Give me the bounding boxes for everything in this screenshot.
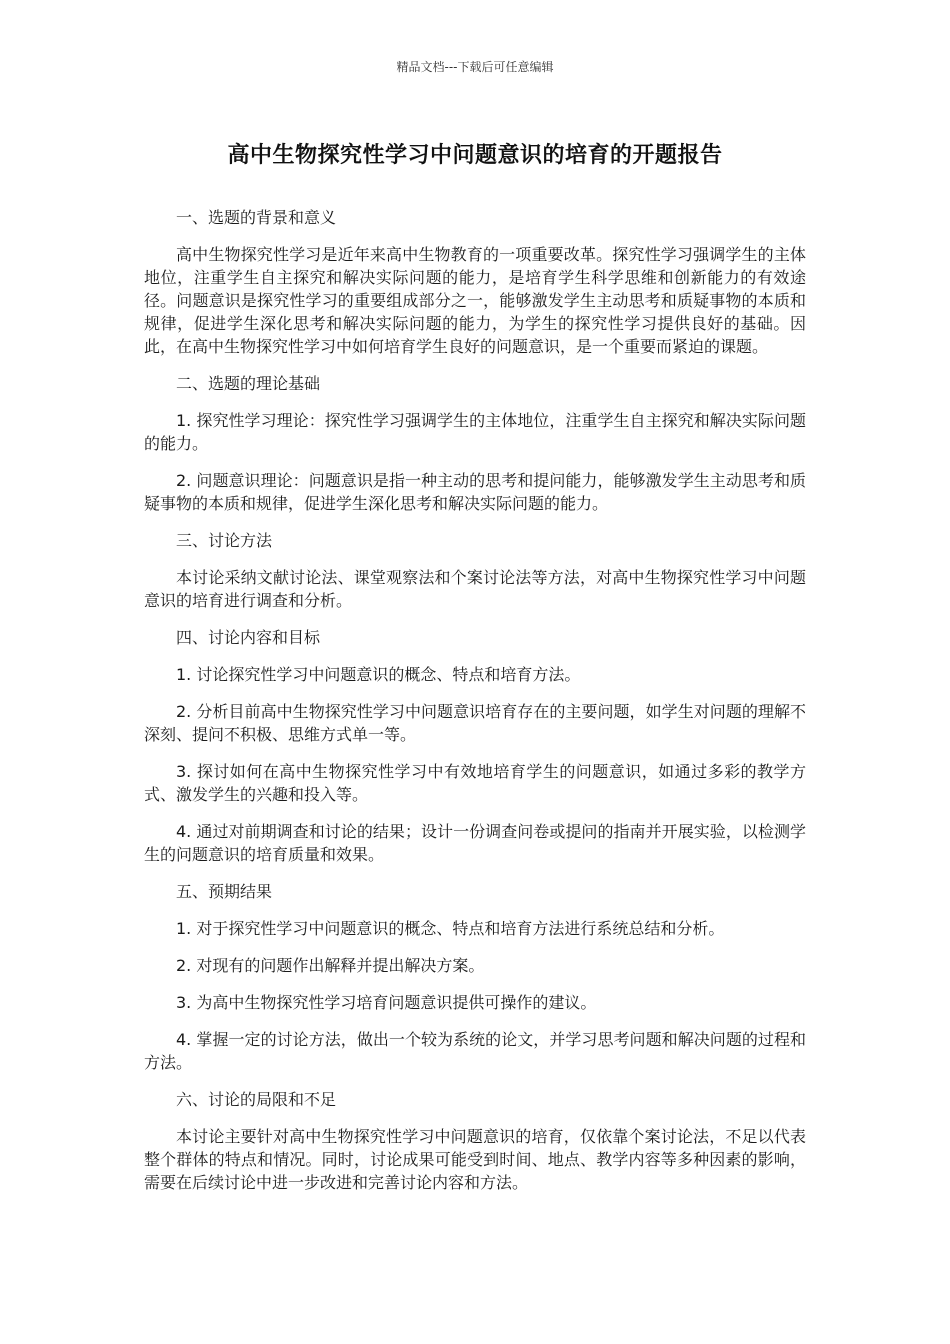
section-heading-method: 三、讨论方法 (176, 531, 273, 550)
paragraph-background: 高中生物探究性学习是近年来高中生物教育的一项重要改革。探究性学习强调学生的主体地位，注重学生自主探究和解决实际问题的能力，是培育学生科学思维和创新能力的有效途径。问题意识是探究性学习的重要组成部分之一，能够激发学生主动思考和质疑事物的本质和规律，促进学生深化思考和解决实际问题的能力，为学生的探究性学习提供良好的基础。因此，在高中生物探究性学习中如何培育学生良好的问题意识，是一个重要而紧迫的课题。 (144, 245, 806, 356)
paragraph-content-3: 3. 探讨如何在高中生物探究性学习中有效地培育学生的问题意识，如通过多彩的教学方式、激发学生的兴趣和投入等。 (144, 762, 806, 804)
section-heading-limitations: 六、讨论的局限和不足 (176, 1090, 337, 1109)
paragraph-results-1: 1. 对于探究性学习中问题意识的概念、特点和培育方法进行系统总结和分析。 (176, 919, 725, 938)
paragraph-method: 本讨论采纳文献讨论法、课堂观察法和个案讨论法等方法，对高中生物探究性学习中问题意识的培育进行调查和分析。 (144, 568, 806, 610)
paragraph-results-4: 4. 掌握一定的讨论方法，做出一个较为系统的论文，并学习思考问题和解决问题的过程和方法。 (144, 1030, 806, 1072)
paragraph-content-4: 4. 通过对前期调查和讨论的结果；设计一份调查问卷或提问的指南并开展实验，以检测学生的问题意识的培育质量和效果。 (144, 822, 806, 864)
section-heading-theory: 二、选题的理论基础 (176, 374, 321, 393)
document-title: 高中生物探究性学习中问题意识的培育的开题报告 (227, 143, 723, 168)
paragraph-results-3: 3. 为高中生物探究性学习培育问题意识提供可操作的建议。 (176, 993, 597, 1012)
paragraph-results-2: 2. 对现有的问题作出解释并提出解决方案。 (176, 956, 485, 975)
section-heading-background: 一、选题的背景和意义 (176, 208, 337, 227)
section-heading-content: 四、讨论内容和目标 (176, 628, 321, 647)
paragraph-content-2: 2. 分析目前高中生物探究性学习中问题意识培育存在的主要问题，如学生对问题的理解不深刻、提问不积极、思维方式单一等。 (144, 702, 806, 744)
paragraph-content-1: 1. 讨论探究性学习中问题意识的概念、特点和培育方法。 (176, 665, 581, 684)
document-body (144, 206, 806, 1208)
paragraph-theory-1: 1. 探究性学习理论：探究性学习强调学生的主体地位，注重学生自主探究和解决实际问题的能力。 (144, 411, 806, 453)
paragraph-limitations: 本讨论主要针对高中生物探究性学习中问题意识的培育，仅依靠个案讨论法，不足以代表整个群体的特点和情况。同时，讨论成果可能受到时间、地点、教学内容等多种因素的影响，需要在后续讨论中进一步改进和完善讨论内容和方法。 (144, 1127, 806, 1192)
paragraph-theory-2: 2. 问题意识理论：问题意识是指一种主动的思考和提问能力，能够激发学生主动思考和质疑事物的本质和规律，促进学生深化思考和解决实际问题的能力。 (144, 471, 806, 513)
header-note: 精品文档---下载后可任意编辑 (396, 60, 554, 74)
section-heading-results: 五、预期结果 (176, 882, 273, 901)
